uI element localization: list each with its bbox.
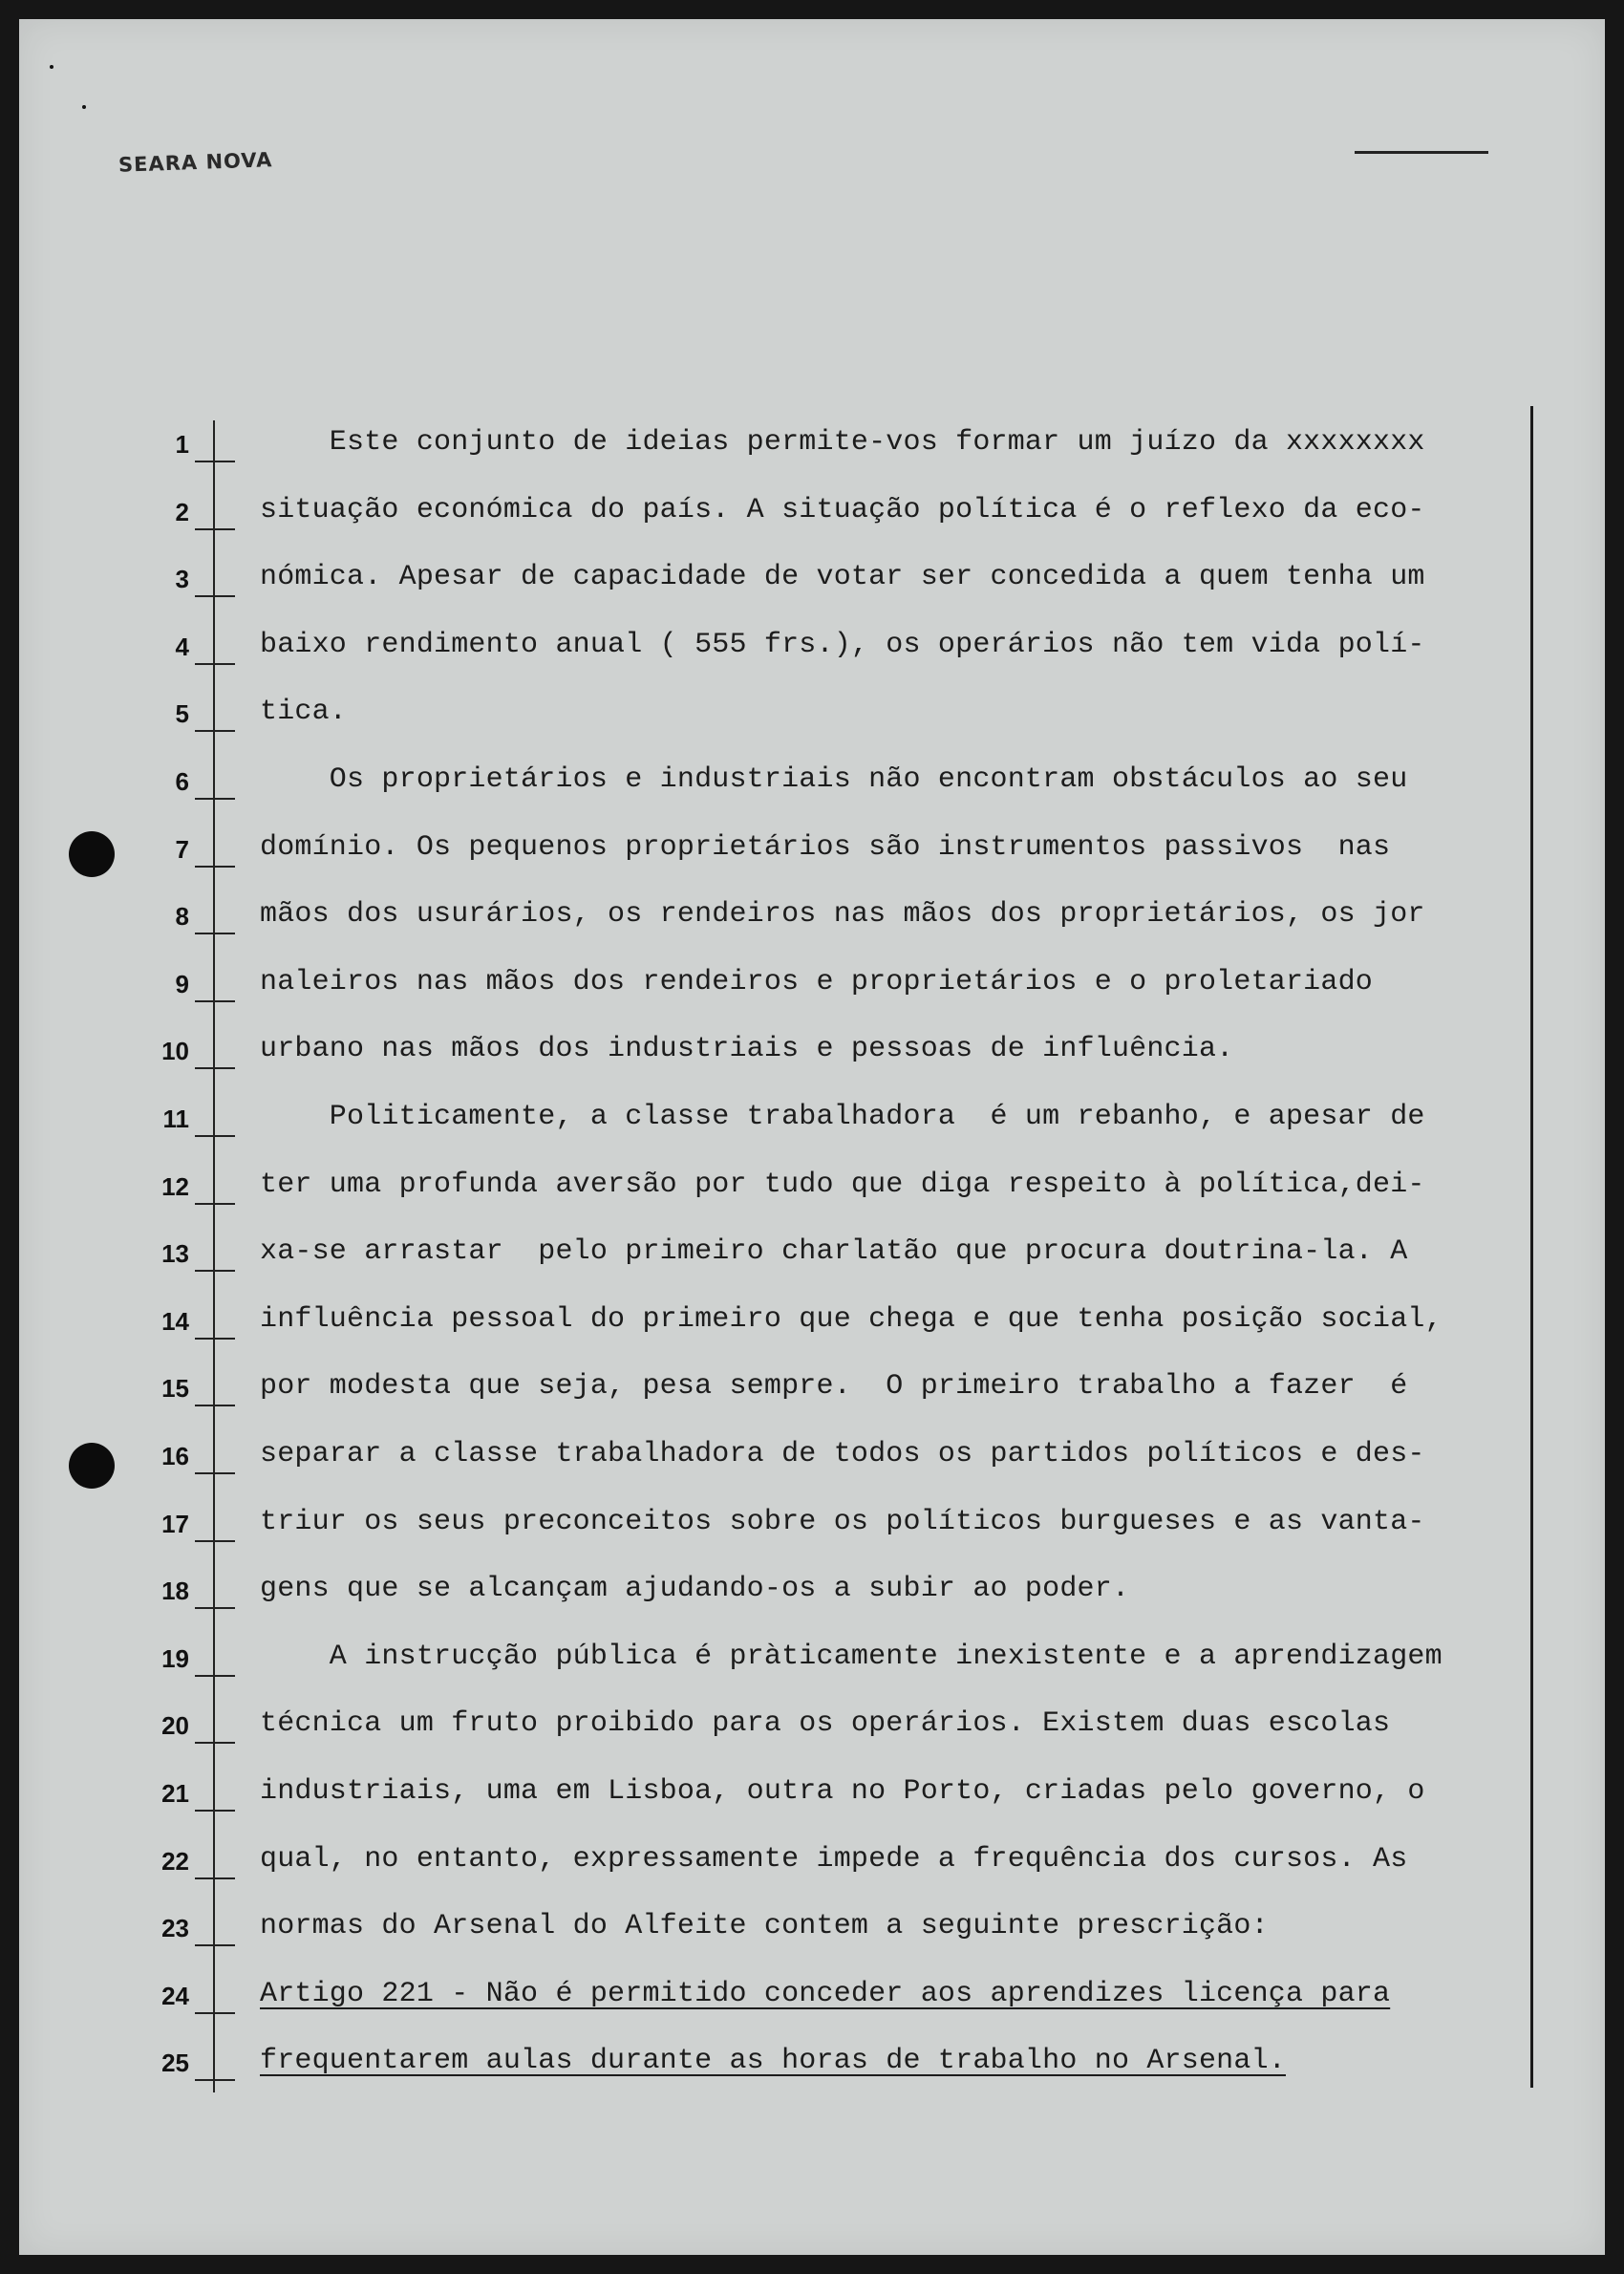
text-line: xa-se arrastar pelo primeiro charlatão que procura doutrina-la. A <box>260 1235 1408 1269</box>
text-line: baixo rendimento anual ( 555 frs.), os operários não tem vida polí- <box>260 628 1425 661</box>
line-tick <box>195 1675 235 1677</box>
line-number: 8 <box>175 902 189 932</box>
text-line: situação económica do país. A situação política é o reflexo da eco- <box>260 493 1425 526</box>
line-tick <box>195 663 235 665</box>
text-line: por modesta que seja, pesa sempre. O primeiro trabalho a fazer é <box>260 1370 1408 1404</box>
line-tick <box>195 1270 235 1272</box>
line-tick <box>195 1607 235 1609</box>
line-tick <box>195 1135 235 1137</box>
line-number: 6 <box>175 767 189 796</box>
text-line: ter uma profunda aversão por tudo que diga respeito à política,dei- <box>260 1168 1425 1201</box>
text-line: Este conjunto de ideias permite-vos formar um juízo da xxxxxxxx <box>260 426 1425 459</box>
line-tick <box>195 798 235 800</box>
right-margin-rule <box>1530 406 1533 2088</box>
line-tick <box>195 1742 235 1744</box>
text-line: industriais, uma em Lisboa, outra no Porto, criadas pelo governo, o <box>260 1775 1425 1808</box>
line-tick <box>195 1810 235 1812</box>
text-line: Politicamente, a classe trabalhadora é um rebanho, e apesar de <box>260 1101 1425 1133</box>
text-line: urbano nas mãos dos industriais e pessoas de influência. <box>260 1033 1234 1066</box>
line-tick <box>195 1000 235 1002</box>
line-tick <box>195 866 235 868</box>
line-number: 21 <box>161 1779 189 1808</box>
line-number: 1 <box>175 430 189 459</box>
line-number: 5 <box>175 699 189 729</box>
line-number: 19 <box>161 1643 189 1673</box>
line-tick <box>195 1338 235 1340</box>
line-number: 24 <box>161 1981 189 2010</box>
text-line: separar a classe trabalhadora de todos os partidos políticos e des- <box>260 1438 1425 1470</box>
text-line: Artigo 221 - Não é permitido conceder aos aprendizes licença para <box>260 1977 1391 2010</box>
line-number: 15 <box>161 1374 189 1404</box>
line-tick <box>195 1472 235 1474</box>
text-line: influência pessoal do primeiro que chega e que tenha posição social, <box>260 1302 1442 1336</box>
text-line: frequentarem aulas durante as horas de trabalho no Arsenal. <box>260 2045 1286 2078</box>
margin-rule <box>213 420 215 2092</box>
line-number: 23 <box>161 1914 189 1943</box>
line-number: 14 <box>161 1306 189 1336</box>
header-rule <box>1355 151 1488 154</box>
text-line: triur os seus preconceitos sobre os políticos burgueses e as vanta- <box>260 1505 1425 1538</box>
document-page <box>19 19 1605 2255</box>
text-line: qual, no entanto, expressamente impede a frequência dos cursos. As <box>260 1842 1408 1876</box>
punch-hole <box>69 1443 115 1489</box>
text-line: A instrucção pública é pràticamente inexistente e a aprendizagem <box>260 1640 1442 1673</box>
text-line: Os proprietários e industriais não encontram obstáculos ao seu <box>260 763 1408 796</box>
line-number: 2 <box>175 497 189 526</box>
line-number: 13 <box>161 1239 189 1269</box>
line-tick <box>195 2012 235 2014</box>
line-number: 20 <box>161 1711 189 1741</box>
text-line: tica. <box>260 696 348 729</box>
line-tick <box>195 2079 235 2081</box>
line-number: 16 <box>161 1442 189 1470</box>
line-tick <box>195 1540 235 1542</box>
text-line: técnica um fruto proibido para os operários. Existem duas escolas <box>260 1707 1391 1741</box>
speck-mark <box>50 65 53 69</box>
text-line: normas do Arsenal do Alfeite contem a seguinte prescrição: <box>260 1910 1269 1943</box>
line-tick <box>195 1203 235 1205</box>
line-number: 10 <box>161 1037 189 1066</box>
line-number: 17 <box>161 1509 189 1538</box>
line-number: 7 <box>175 834 189 864</box>
line-number: 4 <box>175 632 189 661</box>
line-tick <box>195 461 235 462</box>
line-number: 11 <box>162 1105 189 1133</box>
line-number: 12 <box>161 1171 189 1201</box>
text-line: naleiros nas mãos dos rendeiros e proprietários e o proletariado <box>260 965 1373 998</box>
line-tick <box>195 1405 235 1406</box>
line-tick <box>195 595 235 597</box>
line-number: 9 <box>175 969 189 998</box>
text-line: nómica. Apesar de capacidade de votar ser concedida a quem tenha um <box>260 561 1425 594</box>
text-line: domínio. Os pequenos proprietários são instrumentos passivos nas <box>260 830 1391 864</box>
line-number: 18 <box>161 1577 189 1606</box>
line-tick <box>195 528 235 530</box>
text-line: mãos dos usurários, os rendeiros nas mãos dos proprietários, os jor <box>260 898 1425 932</box>
speck-mark <box>82 105 86 109</box>
line-tick <box>195 1067 235 1069</box>
header-stamp: SEARA NOVA <box>118 148 273 177</box>
text-line: gens que se alcançam ajudando-os a subir ao poder. <box>260 1573 1130 1606</box>
line-number: 3 <box>175 565 189 594</box>
line-tick <box>195 1877 235 1879</box>
line-number: 22 <box>161 1846 189 1876</box>
line-tick <box>195 730 235 732</box>
line-tick <box>195 933 235 934</box>
line-tick <box>195 1944 235 1946</box>
line-number: 25 <box>161 2049 189 2078</box>
punch-hole <box>69 831 115 877</box>
